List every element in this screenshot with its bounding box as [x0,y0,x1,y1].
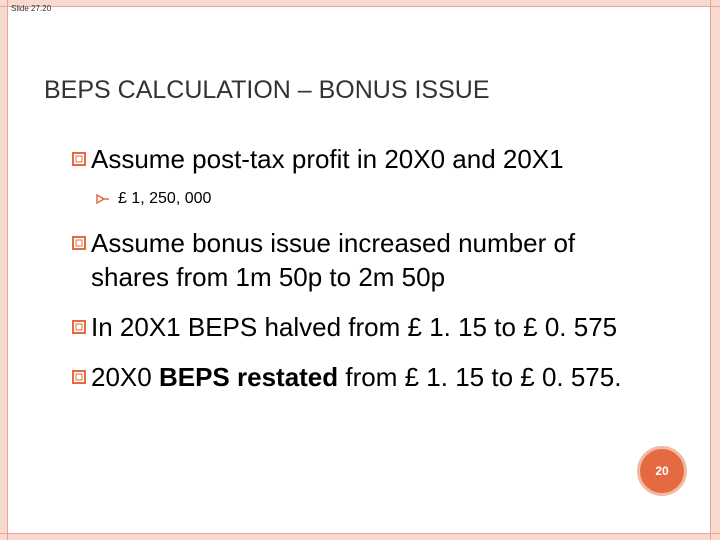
hollow-square-icon [72,236,86,250]
border-line-top [0,6,720,7]
bullet-2-line-2: shares from 1m 50p to 2m 50p [91,262,446,292]
arrow-bullet-icon [96,193,110,205]
hollow-square-icon [72,152,86,166]
bullet-4-bold: BEPS restated [158,362,339,392]
bullet-4-prefix: 20X0 [91,362,152,392]
page-number-badge: 20 [637,446,687,496]
border-line-right [710,0,711,540]
border-line-left [7,0,8,540]
slide-title: BEPS CALCULATION – BONUS ISSUE [44,76,490,104]
sub-bullet-1-text: £ 1, 250, 000 [118,190,212,207]
border-line-bottom [0,533,720,534]
bullet-2-line-1: Assume bonus issue increased number of [91,228,576,258]
hollow-square-icon [72,370,86,384]
bullet-3-text: In 20X1 BEPS halved from £ 1. 15 to £ 0. 575 [91,312,618,342]
hollow-square-icon [72,320,86,334]
border-right [710,0,720,540]
bullet-1-text: Assume post-tax profit in 20X0 and 20X1 [91,144,564,174]
bullet-4-suffix: from £ 1. 15 to £ 0. 575. [345,362,622,392]
slide-label: Slide 27.20 [11,4,52,13]
border-bottom [0,534,720,540]
bullet-4-text [91,360,621,394]
